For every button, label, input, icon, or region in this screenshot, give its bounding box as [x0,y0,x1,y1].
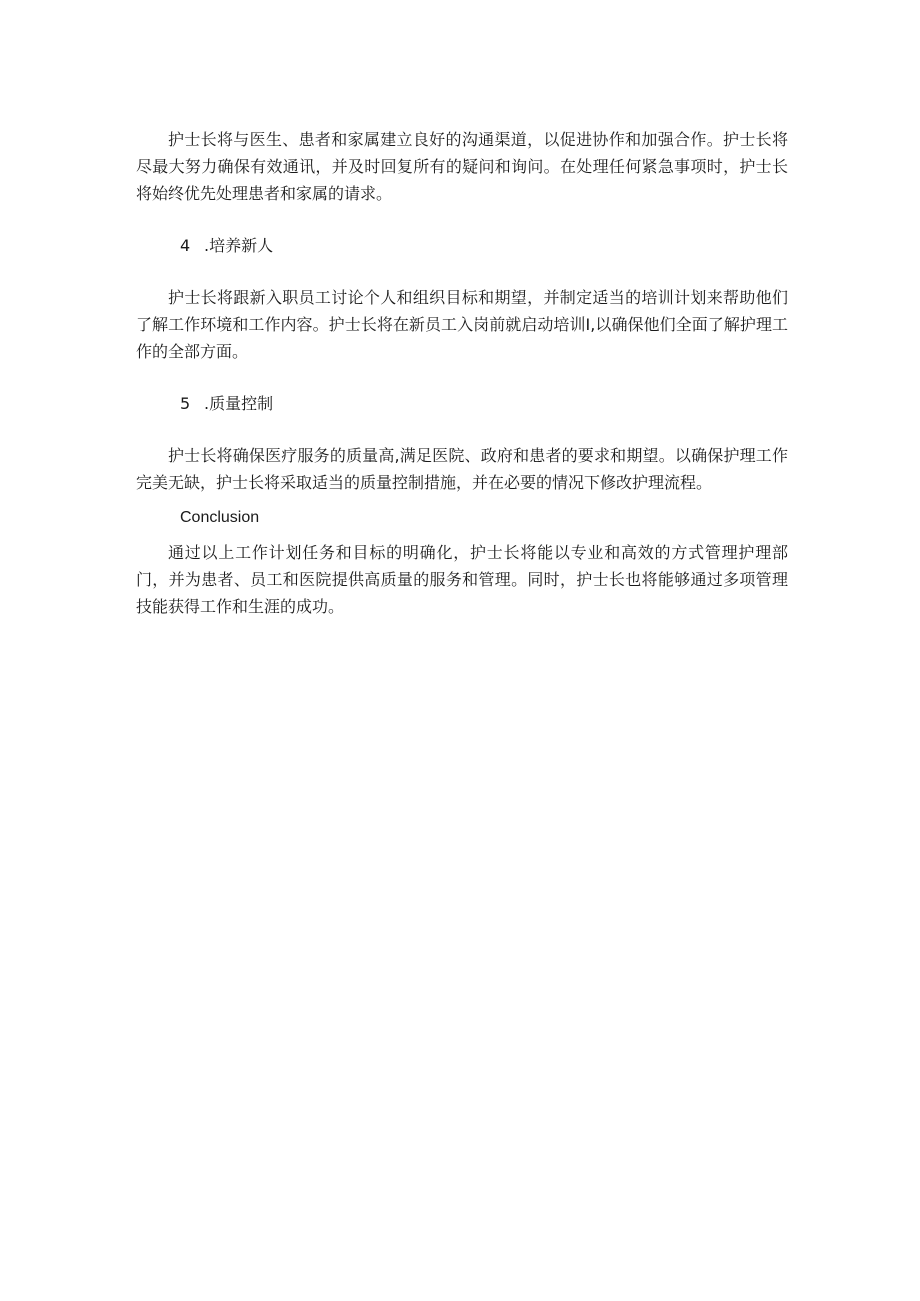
section-title: .质量控制 [204,394,274,413]
communication-paragraph: 护士长将与医生、患者和家属建立良好的沟通渠道，以促进协作和加强合作。护士长将尽最大努力确保有效通讯，并及时回复所有的疑问和询问。在处理任何紧急事项时，护士长将始终优先处理患者和家属的请求。 [136,130,788,203]
training-paragraph: 护士长将跟新入职员工讨论个人和组织目标和期望，并制定适当的培训计划来帮助他们了解工作环境和工作内容。护士长将在新员工入岗前就启动培训I,以确保他们全面了解护理工作的全部方面。 [136,288,788,361]
section-heading-quality [136,390,788,417]
conclusion-heading: Conclusion [180,509,260,526]
spacer [136,496,788,504]
spacer [136,365,788,390]
quality-paragraph: 护士长将确保医疗服务的质量高,满足医院、政府和患者的要求和期望。以确保护理工作完美无缺，护士长将采取适当的质量控制措施，并在必要的情况下修改护理流程。 [136,446,788,492]
spacer [136,417,788,442]
section-title: .培养新人 [204,236,274,255]
document-body [136,126,788,620]
spacer [136,207,788,232]
spacer [136,259,788,284]
section-number: 4 [180,236,191,255]
conclusion-paragraph: 通过以上工作计划任务和目标的明确化，护士长将能以专业和高效的方式管理护理部门，并为患者、员工和医院提供高质量的服务和管理。同时，护士长也将能够通过多项管理技能获得工作和生涯的成功。 [136,543,788,616]
section-heading-training [136,232,788,259]
spacer [136,531,788,539]
section-number: 5 [180,394,191,413]
